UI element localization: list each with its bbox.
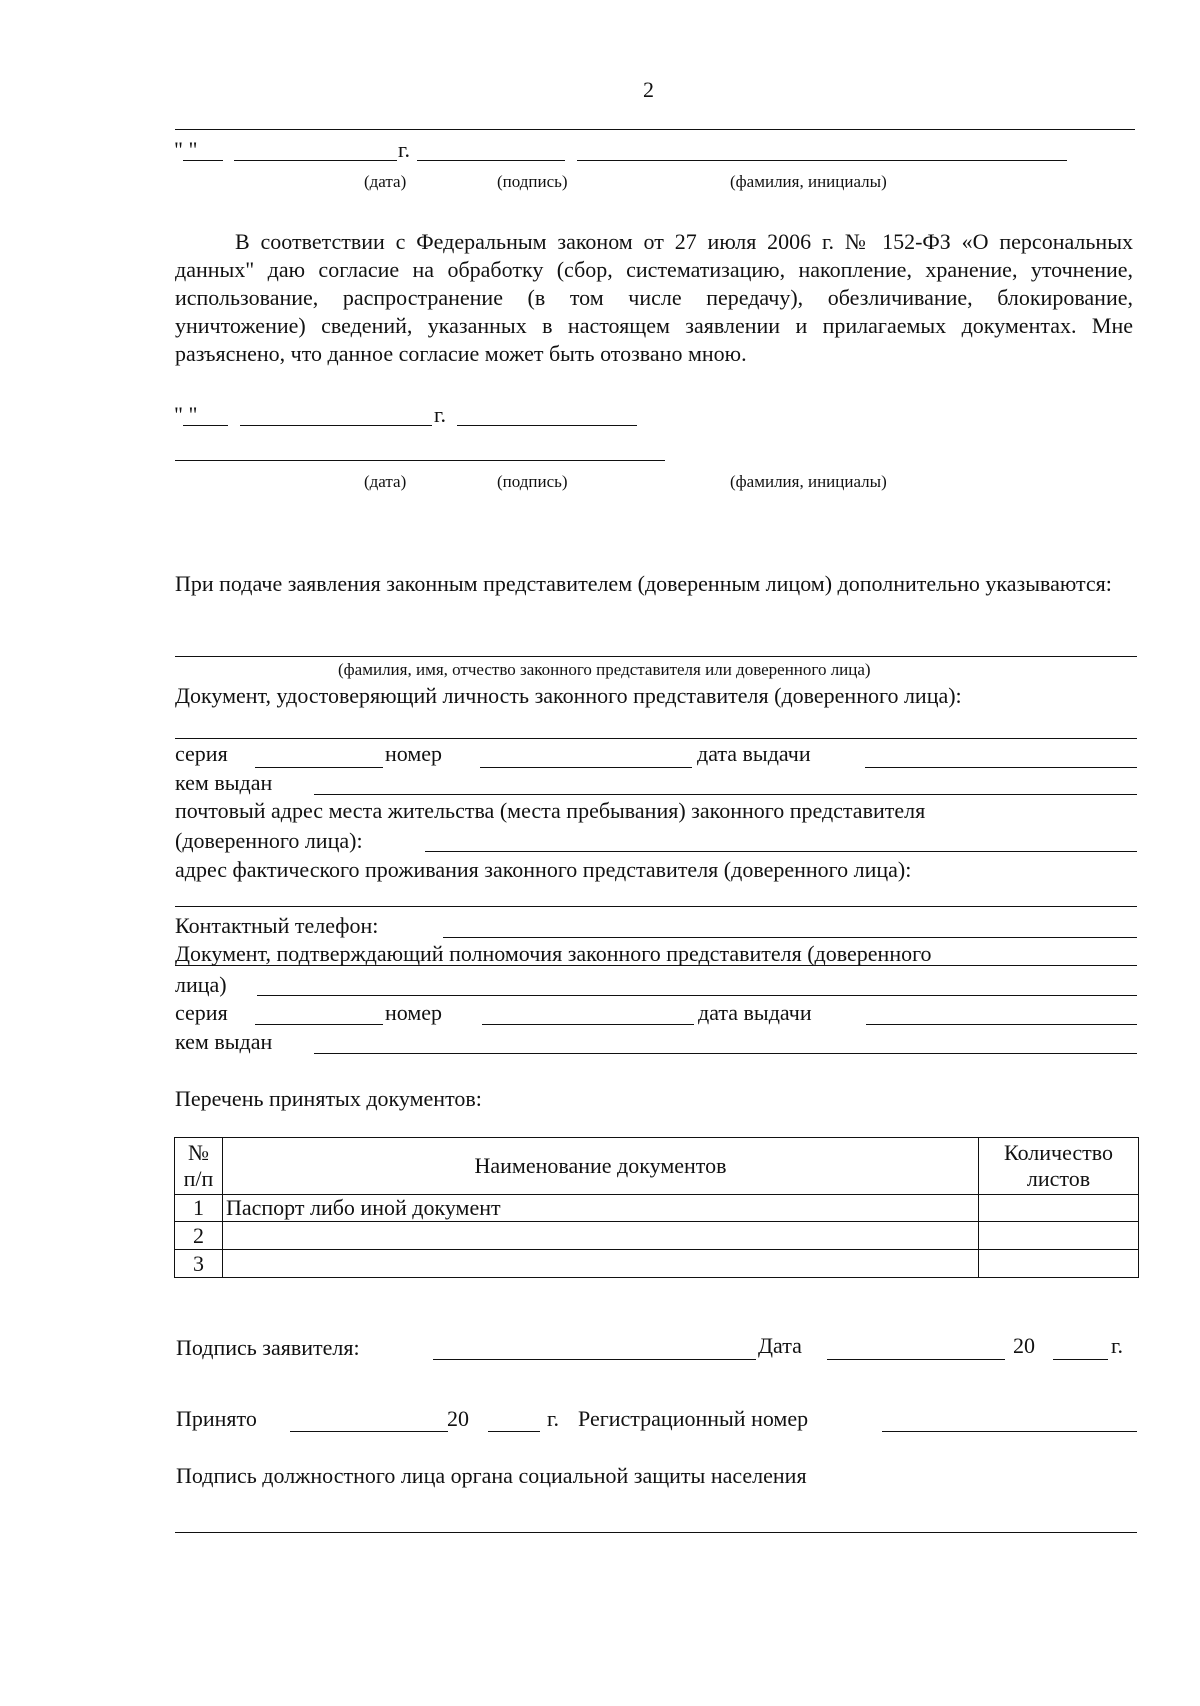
top-rule	[175, 129, 1135, 130]
sig1-signature-line[interactable]	[417, 160, 565, 161]
row-num: 2	[175, 1222, 223, 1250]
rep-actual-address-label: адрес фактического проживания законного представителя (доверенного лица):	[175, 857, 912, 882]
footer-year-line[interactable]	[1053, 1359, 1108, 1360]
table-row	[175, 1195, 1139, 1222]
sig2-name-line[interactable]	[175, 460, 665, 461]
rep-issue-date-label-2: дата выдачи	[698, 1000, 812, 1025]
row-sheets[interactable]	[979, 1250, 1139, 1278]
rep-number-label: номер	[385, 741, 443, 766]
rep-authority-doc-label-1: Документ, подтверждающий полномочия законного представителя (доверенного	[175, 941, 932, 966]
footer-date-label: Дата	[758, 1333, 802, 1358]
accepted-label: Принято	[176, 1406, 257, 1431]
consent-paragraph	[175, 228, 1133, 368]
applicant-signature-label: Подпись заявителя:	[176, 1335, 360, 1360]
rep-series-label-2: серия	[175, 1000, 228, 1025]
row-sheets[interactable]	[979, 1222, 1139, 1250]
row-num: 1	[175, 1195, 223, 1222]
rep-postal-address-label-1: почтовый адрес места жительства (места пребывания) законного представителя	[175, 798, 926, 823]
rep-number-line-2[interactable]	[482, 1024, 694, 1025]
sig2-day-line[interactable]	[183, 425, 228, 426]
accepted-year-suffix: г.	[547, 1406, 560, 1431]
sig2-quote-marks: " "	[174, 402, 198, 427]
row-name[interactable]: Паспорт либо иной документ	[222, 1195, 978, 1222]
header-sheets: Количество листов	[979, 1138, 1139, 1195]
row-num: 3	[175, 1250, 223, 1278]
rep-issued-by-line[interactable]	[314, 794, 1137, 795]
sig1-caption-name: (фамилия, инициалы)	[730, 172, 887, 191]
rep-issue-date-label: дата выдачи	[697, 741, 811, 766]
rep-postal-address-line[interactable]	[425, 851, 1137, 852]
official-signature-line[interactable]	[175, 1532, 1137, 1533]
rep-number-label-2: номер	[385, 1000, 443, 1025]
table-row	[175, 1222, 1139, 1250]
sig1-month-line[interactable]	[234, 160, 397, 161]
documents-heading: Перечень принятых документов:	[175, 1086, 482, 1111]
rep-id-doc-label: Документ, удостоверяющий личность законного представителя (доверенного лица):	[175, 683, 962, 708]
sig2-caption-name: (фамилия, инициалы)	[730, 472, 887, 491]
rep-issue-date-line[interactable]	[865, 767, 1137, 768]
header-num: № п/п	[175, 1138, 223, 1195]
accepted-date-line[interactable]	[290, 1431, 448, 1432]
table-header-row	[175, 1138, 1139, 1195]
rep-postal-address-label-2: (доверенного лица):	[175, 828, 363, 853]
reg-number-line[interactable]	[882, 1431, 1137, 1432]
rep-authority-doc-label-2: лица)	[175, 972, 227, 997]
rep-series-label: серия	[175, 741, 228, 766]
representative-intro: При подаче заявления законным представителем (доверенным лицом) дополнительно указываются:	[175, 571, 1112, 596]
footer-year-suffix: г.	[1111, 1333, 1124, 1358]
rep-issued-by-line-2[interactable]	[314, 1053, 1137, 1054]
rep-series-line[interactable]	[255, 767, 383, 768]
rep-authority-doc-line-2[interactable]	[257, 995, 1137, 996]
rep-actual-address-line[interactable]	[175, 906, 1137, 907]
sig1-name-line[interactable]	[577, 160, 1067, 161]
reg-number-label: Регистрационный номер	[578, 1406, 809, 1431]
footer-date-line[interactable]	[827, 1359, 1005, 1360]
sig1-quote-marks: " "	[174, 137, 198, 162]
sig1-caption-date: (дата)	[364, 172, 407, 191]
rep-issued-by-label: кем выдан	[175, 770, 273, 795]
sig2-signature-line[interactable]	[457, 425, 637, 426]
official-signature-label: Подпись должностного лица органа социальной защиты населения	[176, 1463, 807, 1488]
consent-text: В соответствии с Федеральным законом от 27 июля 2006 г. № 152-ФЗ «О персональных данных" даю согласие на обработку (сбор, систематизацию, накопление, хранение, уточнение, использование, распространение (в том числе передачу), обезличивание, блокирование, уничтожение) сведений, указанных в настоящем заявлении и прилагаемых документах. Мне разъяснено, что данное согласие может быть отозвано мною.	[175, 229, 1133, 366]
header-name: Наименование документов	[222, 1138, 978, 1195]
rep-name-caption: (фамилия, имя, отчество законного представителя или доверенного лица)	[338, 660, 871, 679]
rep-issued-by-label-2: кем выдан	[175, 1029, 273, 1054]
page-number: 2	[643, 77, 654, 102]
sig2-caption-date: (дата)	[364, 472, 407, 491]
sig1-day-line[interactable]	[183, 160, 223, 161]
row-name[interactable]	[222, 1250, 978, 1278]
sig1-caption-signature: (подпись)	[497, 172, 568, 191]
accepted-century: 20	[447, 1406, 469, 1431]
rep-phone-line[interactable]	[443, 937, 1137, 938]
rep-phone-label: Контактный телефон:	[175, 913, 379, 938]
rep-authority-doc-line-1[interactable]	[175, 965, 1137, 966]
row-sheets[interactable]	[979, 1195, 1139, 1222]
rep-issue-date-line-2[interactable]	[866, 1024, 1137, 1025]
sig2-year-suffix: г.	[434, 402, 447, 427]
applicant-signature-line[interactable]	[433, 1359, 756, 1360]
rep-series-line-2[interactable]	[255, 1024, 383, 1025]
footer-century: 20	[1013, 1333, 1035, 1358]
rep-name-line[interactable]	[175, 656, 1137, 657]
rep-number-line[interactable]	[480, 767, 692, 768]
sig1-year-suffix: г.	[398, 137, 411, 162]
accepted-year-line[interactable]	[488, 1431, 540, 1432]
row-name[interactable]	[222, 1222, 978, 1250]
sig2-month-line[interactable]	[240, 425, 432, 426]
documents-table	[174, 1137, 1139, 1278]
sig2-caption-signature: (подпись)	[497, 472, 568, 491]
table-row	[175, 1250, 1139, 1278]
rep-id-doc-line[interactable]	[175, 738, 1137, 739]
